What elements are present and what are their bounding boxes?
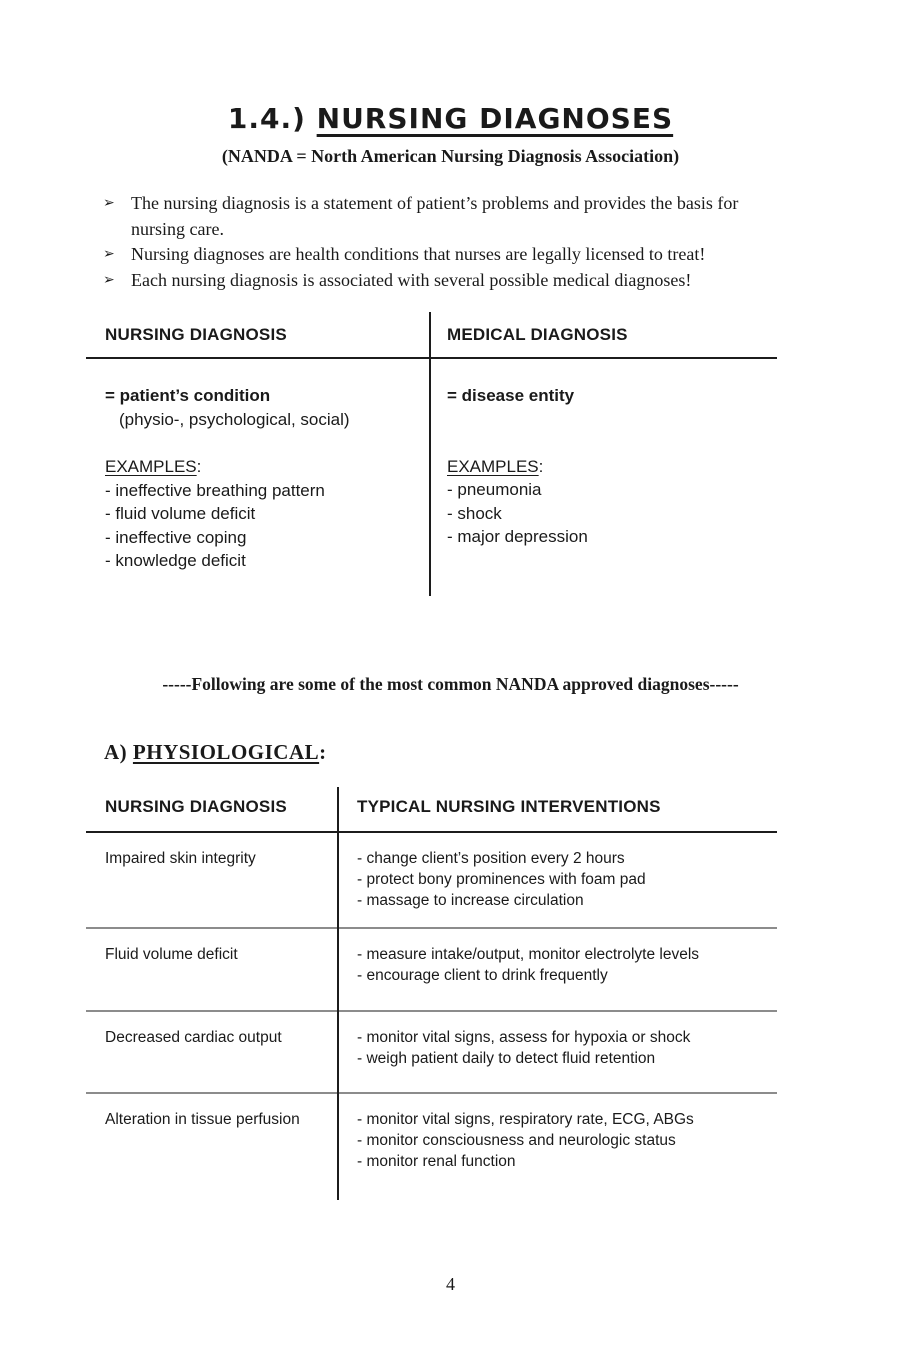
- examples-heading: EXAMPLES:: [105, 457, 202, 476]
- table-row: [86, 833, 777, 929]
- bullet-text: Each nursing diagnosis is associated with several possible medical diagnoses!: [131, 269, 692, 290]
- arrow-bullet-icon: ➢: [103, 271, 115, 288]
- intervention-item: - massage to increase circulation: [357, 892, 584, 909]
- intervention-item: - change client’s position every 2 hours: [357, 850, 625, 867]
- bullet-text: The nursing diagnosis is a statement of patient’s problems and provides the basis for nursing care.: [131, 193, 739, 239]
- example-item: - fluid volume deficit: [105, 504, 256, 523]
- interventions-cell: [337, 1094, 777, 1200]
- table-row: [86, 929, 777, 1012]
- column-divider-line: [337, 787, 339, 1200]
- example-item: - ineffective coping: [105, 527, 247, 547]
- header-rule-line: [86, 357, 777, 359]
- table-row: [86, 1094, 777, 1200]
- intervention-item: - protect bony prominences with foam pad: [357, 871, 646, 888]
- section-prefix: A): [104, 740, 133, 764]
- definition-note: (physio-, psychological, social): [119, 409, 350, 429]
- intervention-item: - monitor vital signs, assess for hypoxia or shock: [357, 1029, 691, 1046]
- title-text: NURSING DIAGNOSES: [316, 102, 674, 135]
- column-divider-line: [429, 312, 431, 596]
- nursing-diagnosis-column: [105, 384, 420, 573]
- divider-note: -----Following are some of the most common NANDA approved diagnoses-----: [162, 674, 739, 694]
- bullet-text: Nursing diagnoses are health conditions that nurses are legally licensed to treat!: [131, 244, 706, 264]
- interventions-cell: [337, 1012, 777, 1092]
- interventions-cell: [337, 929, 777, 1010]
- arrow-bullet-icon: ➢: [103, 246, 115, 262]
- definition-text: = patient’s condition: [105, 386, 271, 405]
- column-header-medical-diagnosis: MEDICAL DIAGNOSIS: [447, 325, 628, 344]
- spacer: [105, 431, 420, 455]
- page-number: 4: [446, 1274, 455, 1294]
- intervention-item: - weigh patient daily to detect fluid retention: [357, 1050, 656, 1067]
- section-heading-physiological: [104, 740, 327, 765]
- table-body: [86, 833, 777, 1200]
- intervention-item: - monitor renal function: [357, 1153, 516, 1170]
- column-header-nursing-diagnosis: NURSING DIAGNOSIS: [105, 797, 287, 816]
- example-item: - knowledge deficit: [105, 551, 246, 570]
- page-title: [0, 102, 901, 135]
- page-subtitle: (NANDA = North American Nursing Diagnosis Association): [221, 146, 680, 166]
- definition-text: = disease entity: [447, 386, 575, 405]
- interventions-cell: [337, 833, 777, 927]
- medical-diagnosis-column: [447, 384, 762, 549]
- comparison-table: [86, 312, 777, 596]
- example-item: - major depression: [447, 527, 588, 546]
- diagnosis-cell: Impaired skin integrity: [105, 850, 256, 867]
- examples-heading: EXAMPLES:: [447, 456, 544, 476]
- section-label: PHYSIOLOGICAL: [132, 740, 320, 764]
- title-number: 1.4.): [227, 102, 317, 135]
- example-item: - pneumonia: [447, 480, 542, 499]
- example-item: - shock: [447, 503, 502, 523]
- table-row: [86, 1012, 777, 1094]
- diagnosis-cell: Decreased cardiac output: [105, 1029, 282, 1046]
- interventions-table: [86, 787, 777, 1200]
- column-header-nursing-diagnosis: NURSING DIAGNOSIS: [105, 325, 287, 344]
- diagnosis-cell: Alteration in tissue perfusion: [105, 1111, 300, 1128]
- example-item: - ineffective breathing pattern: [105, 480, 325, 500]
- column-header-interventions: TYPICAL NURSING INTERVENTIONS: [357, 797, 661, 816]
- spacer: [447, 408, 762, 455]
- bullet-item: [103, 242, 775, 268]
- arrow-bullet-icon: ➢: [103, 195, 115, 211]
- intervention-item: - measure intake/output, monitor electrolyte levels: [357, 946, 700, 963]
- bullet-list: [103, 191, 775, 293]
- bullet-item: [103, 191, 775, 242]
- diagnosis-cell: Fluid volume deficit: [105, 946, 238, 963]
- bullet-item: [103, 268, 775, 294]
- intervention-item: - monitor vital signs, respiratory rate, ECG, ABGs: [357, 1111, 694, 1128]
- intervention-item: - encourage client to drink frequently: [357, 967, 608, 984]
- intervention-item: - monitor consciousness and neurologic status: [357, 1132, 676, 1149]
- section-suffix: :: [319, 740, 327, 764]
